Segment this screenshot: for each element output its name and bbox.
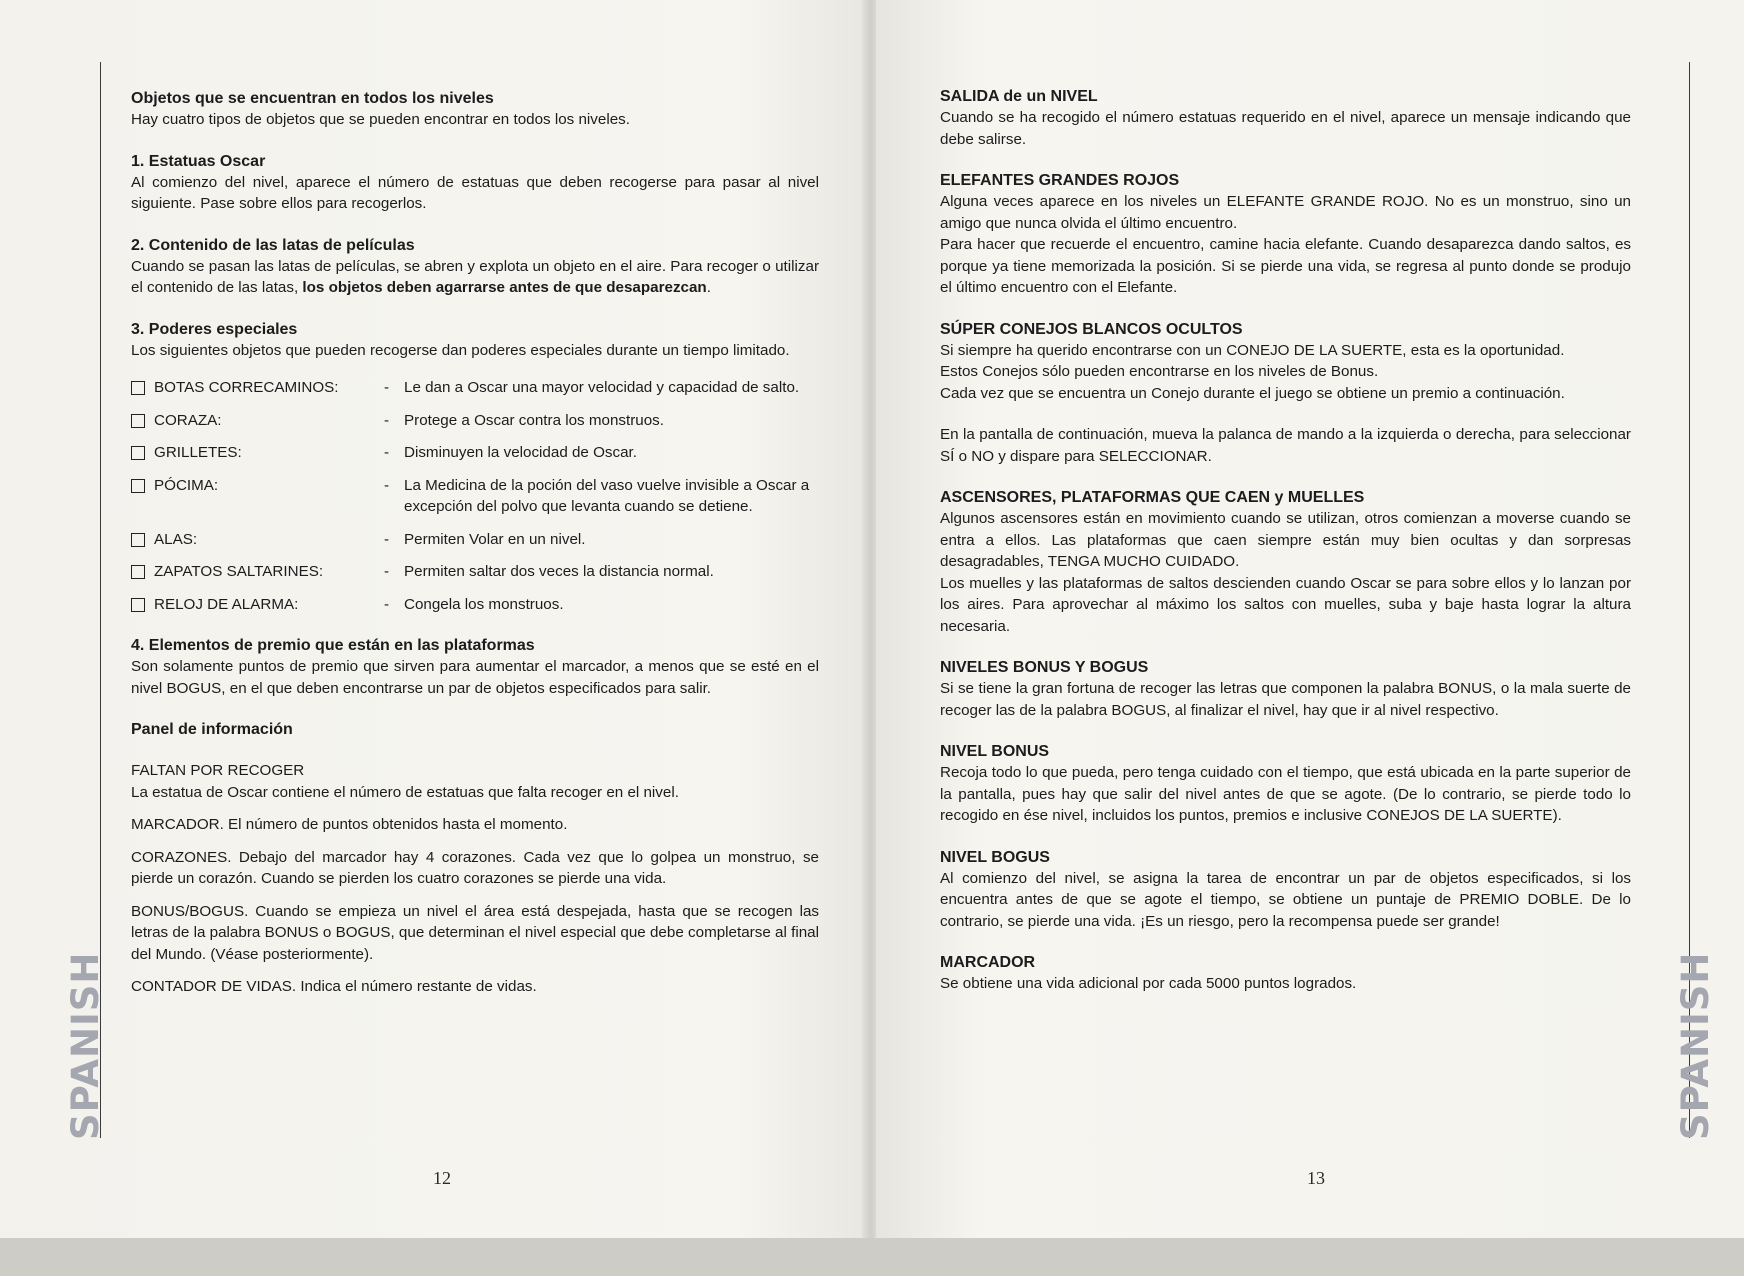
panel-marcador: MARCADOR. El número de puntos obtenidos hasta el momento.	[131, 816, 568, 833]
section-info-panel	[131, 719, 819, 998]
item-dash: -	[384, 379, 390, 396]
section-score	[940, 952, 1631, 995]
section-platform-prizes	[131, 635, 819, 699]
section-text: Se obtiene una vida adicional por cada 5000 puntos logrados.	[940, 975, 1357, 992]
section-text	[131, 256, 819, 299]
section-text: Los muelles y las plataformas de saltos descienden cuando Oscar se para sobre ellos y lo lanzan por los aires. Para aprovechar al máximo los saltos con muelles, suba y baje hasta lograr la altura necesaria.	[940, 574, 1631, 635]
section-heading: NIVELES BONUS Y BOGUS	[940, 659, 1149, 676]
checkbox-icon	[131, 414, 145, 428]
item-dash: -	[384, 411, 390, 429]
section-heading: SÚPER CONEJOS BLANCOS OCULTOS	[940, 320, 1243, 338]
section-heading: 4. Elementos de premio que están en las plataformas	[131, 637, 535, 654]
item-description: Le dan a Oscar una mayor velocidad y capacidad de salto.	[404, 379, 800, 396]
section-bonus-level	[940, 741, 1631, 827]
section-heading: SALIDA de un NIVEL	[940, 88, 1098, 105]
item-name: ALAS:	[154, 530, 198, 548]
right-page	[876, 0, 1744, 1238]
section-bogus-level	[940, 847, 1631, 933]
section-heading: MARCADOR	[940, 954, 1036, 971]
item-name: CORAZA:	[154, 411, 222, 429]
right-column	[940, 86, 1631, 1015]
checkbox-icon	[131, 479, 145, 493]
item-dash: -	[384, 563, 390, 580]
spacer	[940, 404, 1631, 424]
section-heading: Objetos que se encuentran en todos los niveles	[131, 90, 494, 107]
item-description: Protege a Oscar contra los monstruos.	[404, 411, 664, 429]
scan-background	[0, 1238, 1744, 1276]
panel-bonus-bogus: BONUS/BOGUS. Cuando se empieza un nivel el área está despejada, hasta que se recogen las letras de la palabra BONUS o BOGUS, que determinan el nivel especial que debe completarse al final del Mundo. (Véase posteriormente).	[131, 902, 819, 963]
section-text: Algunos ascensores están en movimiento cuando se utilizan, otros comienzan a moverse cuando se entra a ellos. Las plataformas que caen siempre están muy bien ocultas y dan sorpresas desagradables, TENGA MUCHO CUIDADO.	[940, 510, 1631, 570]
list-item	[131, 561, 819, 583]
list-item	[131, 475, 819, 518]
section-heading: NIVEL BONUS	[940, 743, 1050, 760]
checkbox-icon	[131, 446, 145, 460]
side-language-label: SPANISH	[64, 951, 107, 1140]
item-name: PÓCIMA:	[154, 476, 219, 494]
section-objects-all-levels	[131, 88, 819, 131]
item-description: Congela los monstruos.	[404, 595, 564, 613]
section-heading: ASCENSORES, PLATAFORMAS QUE CAEN y MUELLES	[940, 489, 1365, 506]
section-text: Al comienzo del nivel, se asigna la tarea de encontrar un par de objetos especificados, si los encuentra antes de que se agote el tiempo, se obtiene un puntaje de PREMIO DOBLE. De lo contrario, se pierde una vida. ¡Es un riesgo, pero la recompensa puede ser grande!	[940, 869, 1631, 930]
item-name: RELOJ DE ALARMA:	[154, 595, 299, 613]
list-item	[131, 377, 819, 399]
item-description: La Medicina de la poción del vaso vuelve invisible a Oscar a excepción del polvo que levanta cuando se detiene.	[404, 476, 810, 515]
section-text: Si siempre ha querido encontrarse con un CONEJO DE LA SUERTE, esta es la oportunidad.	[940, 341, 1565, 359]
item-name: ZAPATOS SALTARINES:	[154, 563, 324, 580]
list-item	[131, 442, 819, 464]
list-item	[131, 529, 819, 551]
panel-contador: CONTADOR DE VIDAS. Indica el número restante de vidas.	[131, 978, 537, 995]
section-text: Al comienzo del nivel, aparece el número de estatuas que deben recogerse para pasar al nivel siguiente. Pase sobre ellos para recogerlos.	[131, 173, 819, 212]
checkbox-icon	[131, 533, 145, 547]
item-name: BOTAS CORRECAMINOS:	[154, 379, 339, 396]
section-oscar-statues	[131, 151, 819, 215]
left-column	[131, 88, 819, 998]
section-text: Hay cuatro tipos de objetos que se pueden encontrar en todos los niveles.	[131, 111, 630, 128]
section-heading: ELEFANTES GRANDES ROJOS	[940, 172, 1180, 189]
section-heading: NIVEL BOGUS	[940, 848, 1050, 866]
section-exit-level	[940, 86, 1631, 150]
page-number: 13	[1307, 1168, 1325, 1188]
section-text: Son solamente puntos de premio que sirven para aumentar el marcador, a menos que se esté en el nivel BOGUS, en el que deben encontrarse un par de objetos especificados para salir.	[131, 658, 819, 697]
item-dash: -	[384, 595, 390, 613]
section-text-bold: los objetos deben agarrarse antes de que desaparezcan	[302, 279, 707, 296]
power-items-list	[131, 377, 819, 615]
item-description: Permiten saltar dos veces la distancia normal.	[404, 563, 714, 580]
panel-faltan-title: FALTAN POR RECOGER	[131, 762, 305, 779]
panel-faltan-text: La estatua de Oscar contiene el número de estatuas que falta recoger en el nivel.	[131, 783, 679, 801]
section-heading: 1. Estatuas Oscar	[131, 152, 266, 170]
checkbox-icon	[131, 381, 145, 395]
section-text: Alguna veces aparece en los niveles un ELEFANTE GRANDE ROJO. No es un monstruo, sino un amigo que nunca olvida el último encuentro.	[940, 193, 1631, 232]
section-big-red-elephants	[940, 170, 1631, 299]
section-text: Para hacer que recuerde el encuentro, camine hacia elefante. Cuando desaparezca dando saltos, es porque ya tiene memorizada la posición. Si se pierde una vida, se regresa al punto donde se produjo el último encuentro con el Elefante.	[940, 236, 1631, 296]
page-number: 12	[433, 1168, 451, 1188]
section-text-start: Cuando se pasan las latas de películas, se abren y explota un objeto en el aire. Para recoger o utilizar el contenido de las latas,	[131, 257, 819, 296]
list-item	[131, 410, 819, 432]
section-text: Cuando se ha recogido el número estatuas requerido en el nivel, aparece un mensaje indicando que debe salirse.	[940, 109, 1631, 148]
item-dash: -	[384, 530, 390, 548]
checkbox-icon	[131, 565, 145, 579]
left-page	[0, 0, 868, 1238]
item-description: Disminuyen la velocidad de Oscar.	[404, 444, 637, 461]
section-text: Cada vez que se encuentra un Conejo durante el juego se obtiene un premio a continuación.	[940, 384, 1565, 402]
section-bonus-bogus-levels	[940, 657, 1631, 721]
item-dash: -	[384, 476, 390, 494]
item-name: GRILLETES:	[154, 444, 242, 461]
list-item	[131, 594, 819, 616]
section-text: Si se tiene la gran fortuna de recoger las letras que componen la palabra BONUS, o la mala suerte de recoger las de la palabra BOGUS, al finalizar el nivel, hay que ir al nivel respectivo.	[940, 680, 1631, 719]
section-text: Los siguientes objetos que pueden recogerse dan poderes especiales durante un tiempo limitado.	[131, 341, 790, 359]
section-text-end: .	[706, 279, 711, 296]
section-special-powers	[131, 319, 819, 362]
section-heading: Panel de información	[131, 721, 293, 738]
side-language-label: SPANISH	[1674, 951, 1717, 1140]
spacer	[131, 740, 819, 760]
panel-corazones: CORAZONES. Debajo del marcador hay 4 corazones. Cada vez que lo golpea un monstruo, se pierde un corazón. Cuando se pierden los cuatro corazones se pierde una vida.	[131, 848, 819, 887]
checkbox-icon	[131, 598, 145, 612]
item-dash: -	[384, 444, 390, 461]
section-text: En la pantalla de continuación, mueva la palanca de mando a la izquierda o derecha, para seleccionar SÍ o NO y dispare para SELECCIONAR.	[940, 426, 1631, 465]
section-hidden-rabbits	[940, 319, 1631, 468]
section-text: Estos Conejos sólo pueden encontrarse en los niveles de Bonus.	[940, 363, 1379, 380]
section-heading: 2. Contenido de las latas de películas	[131, 236, 415, 254]
section-lifts-platforms-springs	[940, 487, 1631, 637]
item-description: Permiten Volar en un nivel.	[404, 530, 586, 548]
section-film-cans	[131, 235, 819, 299]
section-text: Recoja todo lo que pueda, pero tenga cuidado con el tiempo, que está ubicada en la parte superior de la pantalla, pues hay que salir del nivel antes de que se agote. (De lo contrario, se pierde todo lo recogido en ése nivel, incluidos los puntos, premios e inclusive CONEJOS DE LA SUERTE).	[940, 764, 1631, 824]
section-heading: 3. Poderes especiales	[131, 320, 298, 338]
